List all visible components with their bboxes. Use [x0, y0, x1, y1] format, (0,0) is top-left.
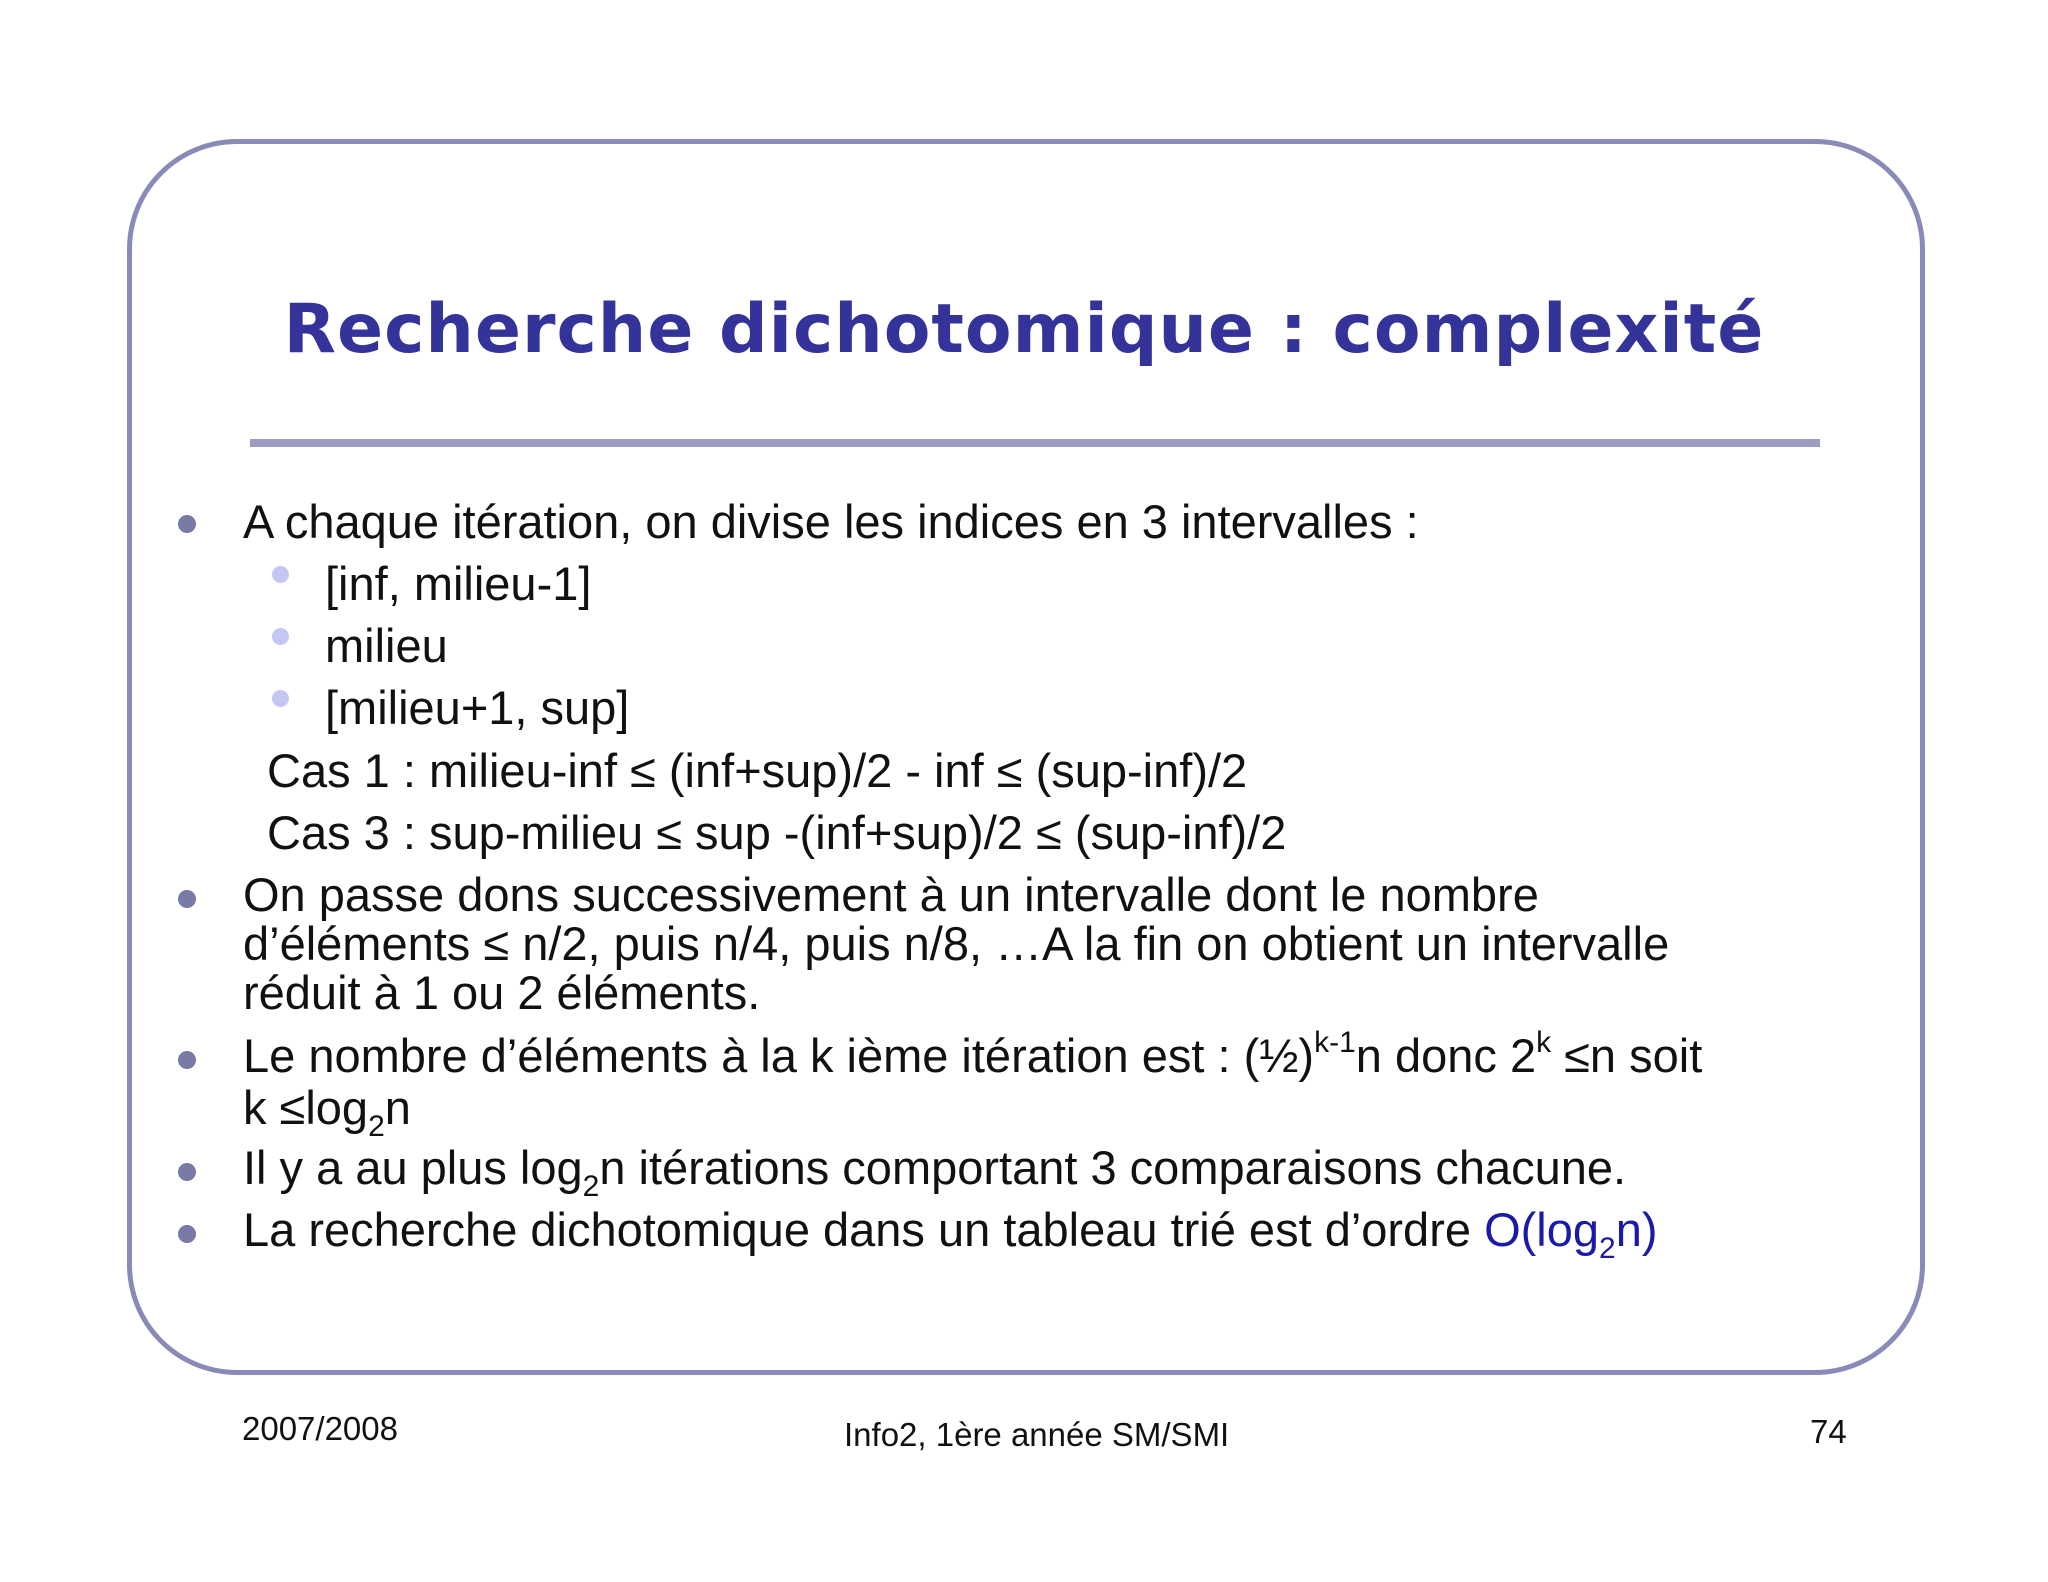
- slide-title: Recherche dichotomique : complexité: [283, 290, 1765, 369]
- bullet-text-2-line-2: d’éléments ≤ n/2, puis n/4, puis n/8, …A la fin on obtient un intervalle: [243, 917, 1670, 970]
- sub-bullet-icon: [272, 628, 289, 645]
- bullet-text-3-line-1: Le nombre d’éléments à la k ième itération est : (½)$^{k-1}$n donc $2^k \le n$ soit: [243, 1026, 1703, 1082]
- sub-item-1: [inf, milieu-1]: [325, 557, 592, 610]
- bullet-text-3-line-2: $k \le\log_2n$: [243, 1081, 411, 1143]
- sub-bullet-icon: [272, 690, 289, 707]
- bullet-text-2-line-3: réduit à 1 ou 2 éléments.: [243, 966, 761, 1019]
- bullet-text-1: A chaque itération, on divise les indices en 3 intervalles :: [243, 495, 1419, 548]
- footer-page-number: 74: [1810, 1413, 1847, 1450]
- bullet-icon: [178, 515, 196, 533]
- bullet-icon: [178, 1163, 196, 1181]
- case-1-text: Cas 1 : milieu-inf ≤ (inf+sup)/2 - inf ≤ (sup-inf)/2: [267, 744, 1248, 797]
- bullet-icon: [178, 1225, 196, 1243]
- case-3-text: Cas 3 : sup-milieu ≤ sup -(inf+sup)/2 ≤ (sup-inf)/2: [267, 806, 1287, 859]
- complexity-accent: $O(\log_2n)$: [1484, 1203, 1658, 1265]
- footer-year: 2007/2008: [242, 1410, 398, 1447]
- sub-item-2: milieu: [325, 619, 448, 672]
- bullet-text-2-line-1: On passe dons successivement à un intervalle dont le nombre: [243, 868, 1539, 921]
- sub-bullet-icon: [272, 566, 289, 583]
- sub-item-3: [milieu+1, sup]: [325, 681, 630, 734]
- bullet-text-4: Il y a au plus $\log_2n$ itérations comportant 3 comparaisons chacune.: [243, 1141, 1627, 1203]
- footer-course: Info2, 1ère année SM/SMI: [844, 1416, 1230, 1453]
- bullet-icon: [178, 890, 196, 908]
- bullet-icon: [178, 1051, 196, 1069]
- bullet-text-5: La recherche dichotomique dans un tableau trié est d’ordre $O(\log_2n)$: [243, 1203, 1658, 1265]
